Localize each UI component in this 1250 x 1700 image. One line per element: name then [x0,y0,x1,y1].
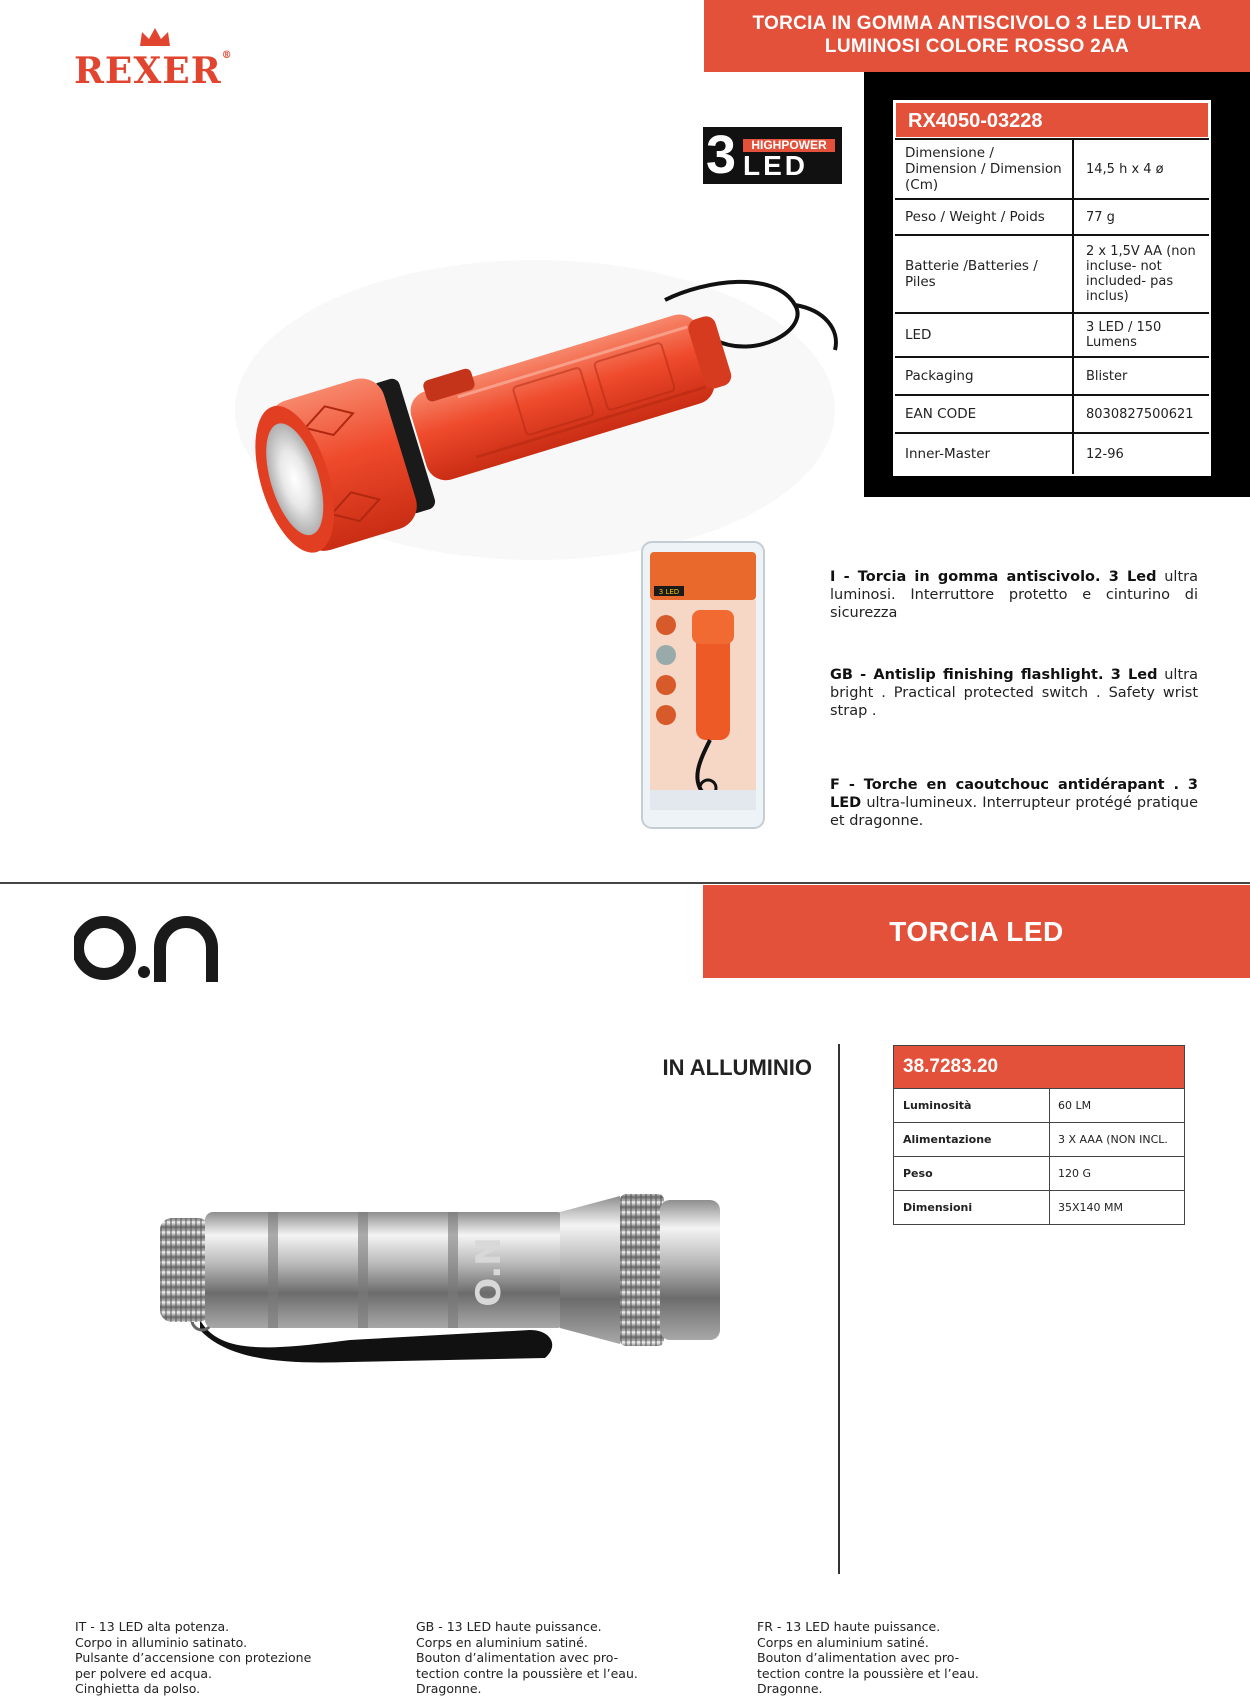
spec-label: Batterie /Batteries / Piles [895,236,1074,312]
product-title-banner [704,0,1250,72]
vertical-divider [838,1044,840,1574]
rexer-product-code: RX4050-03228 [895,102,1209,138]
spec-value: Blister [1086,368,1128,384]
spec-label: Packaging [895,358,1074,394]
spec-label: Dimensioni [894,1191,1050,1224]
spec-label: Alimentazione [894,1123,1050,1156]
rexer-logo: REXER® [74,26,244,86]
description-gb: GB - Antislip finishing flashlight. 3 Led ultra bright . Practical protected switch . Safety wrist strap . [830,667,1198,719]
on-brand-logo [74,908,224,988]
badge-line2: LED [743,150,808,181]
spec-row [895,356,1209,394]
svg-text:3 LED: 3 LED [658,588,680,596]
spec-label: EAN CODE [895,396,1074,432]
highpower-led-badge [703,127,842,184]
rexer-brand: REXER [74,50,222,92]
red-flashlight-image [235,210,875,580]
spec-value: 14,5 h x 4 ø [1086,161,1164,177]
spec-value: 3 LED / 150 Lumens [1086,320,1162,350]
spec-value: 77 g [1086,209,1115,225]
spec-value: 60 LM [1058,1099,1092,1112]
on-title-banner [703,885,1250,978]
spec-value: 8030827500621 [1086,406,1194,422]
on-product-code: 38.7283.20 [894,1046,1184,1088]
on-spec-table [893,1045,1185,1225]
crown-icon [138,26,172,48]
svg-text:O.N: O.N [469,1237,509,1307]
spec-label: LED [895,314,1074,356]
aluminium-flashlight-image [150,1180,790,1370]
spec-value: 3 X AAA (NON INCL. [1058,1133,1168,1146]
spec-row [895,198,1209,234]
spec-row [895,138,1209,198]
section-divider [0,882,1250,884]
spec-value: 12-96 [1086,446,1124,462]
spec-row [894,1190,1184,1224]
spec-value: 120 G [1058,1167,1092,1180]
spec-row [895,312,1209,356]
spec-label: Peso [894,1157,1050,1190]
footer-fr: FR - 13 LED haute puissance. Corps en aluminium satiné. Bouton d’alimentation avec pro- tection contre la poussière et l’eau. Dragonne. [757,1619,979,1696]
spec-value: 2 x 1,5V AA (non incluse- not included- pas inclus) [1086,244,1196,304]
spec-label: Dimensione / Dimension / Dimension (Cm) [895,140,1074,198]
product-title: TORCIA IN GOMMA ANTISCIVOLO 3 LED ULTRA LUMINOSI COLORE ROSSO 2AA [752,13,1202,57]
badge-number: 3 [706,125,737,185]
spec-row [895,432,1209,474]
spec-label: Peso / Weight / Poids [895,200,1074,234]
material-heading: IN ALLUMINIO [662,1055,812,1080]
footer-gb: GB - 13 LED haute puissance. Corps en aluminium satiné. Bouton d’alimentation avec pro- tection contre la poussière et l’eau. Dragonne. [416,1619,638,1696]
blister-pack-image [640,540,766,830]
spec-row [894,1122,1184,1156]
spec-row [895,234,1209,312]
spec-value: 35X140 MM [1058,1201,1124,1214]
description-it: I - Torcia in gomma antiscivolo. 3 Led ultra luminosi. Interruttore protetto e cinturino di sicurezza [830,569,1198,621]
badge-line1: HIGHPOWER [743,139,835,152]
spec-row [894,1156,1184,1190]
rexer-spec-table [893,100,1211,476]
on-product-title: TORCIA LED [889,916,1064,947]
description-fr: F - Torche en caoutchouc antidérapant . 3 LED ultra-lumineux. Interrupteur protégé pratique et dragonne. [830,777,1198,829]
spec-label: Inner-Master [895,434,1074,474]
spec-row [895,394,1209,432]
footer-it: IT - 13 LED alta potenza. Corpo in alluminio satinato. Pulsante d’accensione con protezione per polvere ed acqua. Cinghietta da polso. [75,1619,312,1696]
spec-label: Luminosità [894,1089,1050,1122]
spec-row [894,1088,1184,1122]
